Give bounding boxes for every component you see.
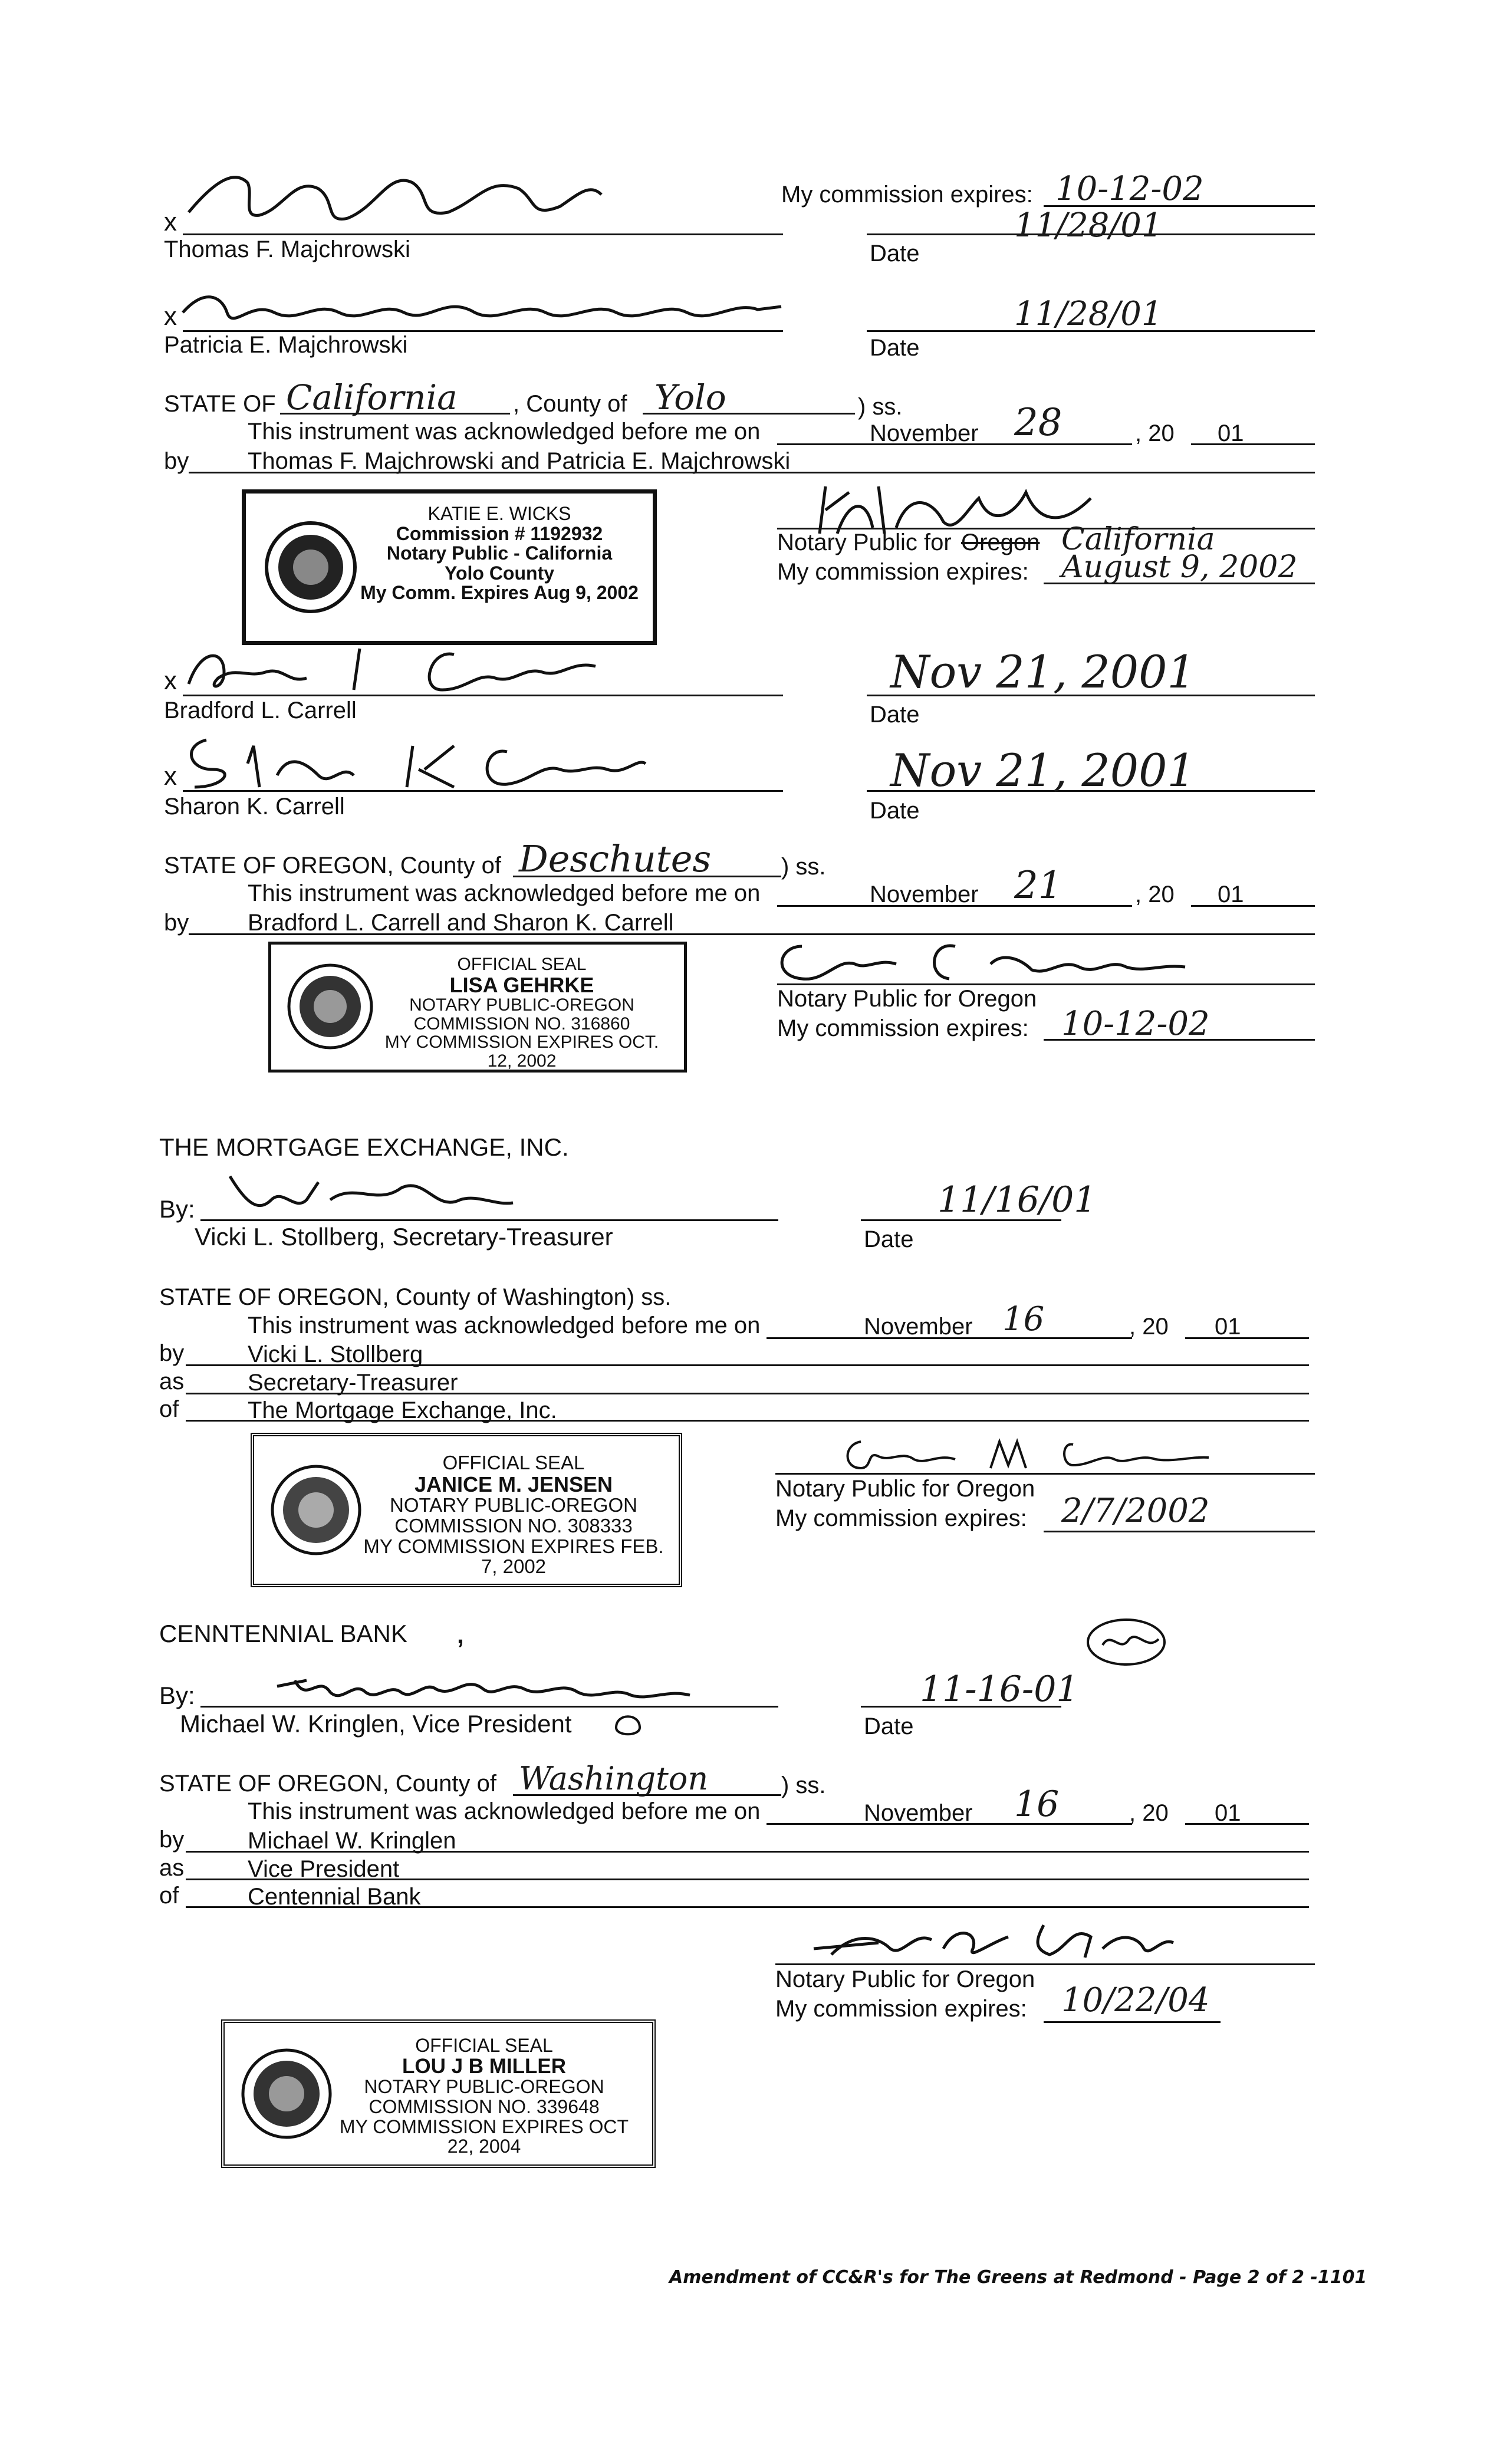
notary-exp-value: 10/22/04 bbox=[1061, 1981, 1210, 2019]
signature-line bbox=[183, 695, 783, 696]
county-value: Deschutes bbox=[519, 837, 712, 880]
by-label: by bbox=[164, 910, 189, 936]
of-label: of bbox=[159, 1883, 179, 1909]
company-name: THE MORTGAGE EXCHANGE, INC. bbox=[159, 1133, 569, 1161]
seal-line: MY COMMISSION EXPIRES FEB. 7, 2002 bbox=[363, 1535, 664, 1578]
state-prefix: STATE OF OREGON, County of bbox=[159, 1771, 496, 1797]
ack-year-line bbox=[1191, 905, 1315, 907]
notary-signature-miller bbox=[808, 1913, 1232, 1966]
patricia-signature bbox=[180, 289, 787, 336]
ss-label: ) ss. bbox=[858, 394, 903, 420]
notary-exp-label: My commission expires: bbox=[775, 1996, 1027, 2022]
county-line bbox=[643, 413, 855, 414]
by-value: Vicki L. Stollberg bbox=[248, 1341, 423, 1367]
county-value: Washington bbox=[519, 1760, 709, 1797]
by-value: Bradford L. Carrell and Sharon K. Carrell bbox=[248, 910, 674, 936]
signer-name: Thomas F. Majchrowski bbox=[164, 236, 410, 262]
ack-text: This instrument was acknowledged before me on bbox=[248, 419, 761, 445]
ack-year-line bbox=[1185, 1823, 1309, 1825]
ack-year: 01 bbox=[1218, 420, 1244, 446]
notary-exp-line bbox=[1044, 1531, 1315, 1532]
ack-year-line bbox=[1185, 1337, 1309, 1339]
ack-month: November bbox=[870, 420, 979, 446]
date-label: Date bbox=[864, 1226, 914, 1252]
notary-seal-gehrke bbox=[268, 942, 687, 1073]
as-label: as bbox=[159, 1368, 185, 1394]
notary-exp-line bbox=[1044, 2021, 1221, 2023]
date-label: Date bbox=[864, 1713, 914, 1739]
of-value: Centennial Bank bbox=[248, 1884, 421, 1910]
ack-day: 16 bbox=[1002, 1300, 1045, 1338]
signature-line bbox=[200, 1706, 778, 1708]
signer-name: Michael W. Kringlen, Vice President bbox=[180, 1710, 572, 1738]
date-label: Date bbox=[870, 798, 920, 824]
notary-exp-line bbox=[1044, 1039, 1315, 1041]
state-seal-emblem bbox=[269, 1463, 363, 1557]
signature-line bbox=[200, 1219, 778, 1221]
state-line bbox=[280, 413, 510, 414]
date-label: Date bbox=[870, 241, 920, 267]
by-label: By: bbox=[159, 1682, 195, 1709]
by-value: Michael W. Kringlen bbox=[248, 1828, 456, 1854]
ack-year-line bbox=[1191, 443, 1315, 445]
as-label: as bbox=[159, 1855, 185, 1881]
seal-line: NOTARY PUBLIC-OREGON bbox=[409, 995, 634, 1015]
notary-for-value: California bbox=[1061, 522, 1215, 557]
county-label: , County of bbox=[513, 391, 627, 417]
date-value: Nov 21, 2001 bbox=[890, 744, 1196, 797]
ack-year-prefix: , 20 bbox=[1129, 1800, 1169, 1826]
signer-x-mark: x bbox=[164, 208, 177, 236]
seal-line: LOU J B MILLER bbox=[402, 2054, 567, 2078]
ack-day: 21 bbox=[1014, 864, 1062, 907]
state-prefix: STATE OF bbox=[164, 391, 276, 417]
page-footer: Amendment of CC&R's for The Greens at Redmond - Page 2 of 2 -1101 bbox=[669, 2267, 1367, 2288]
kringlen-signature bbox=[271, 1663, 696, 1710]
notary-exp-value: August 9, 2002 bbox=[1061, 550, 1298, 585]
seal-line: COMMISSION NO. 316860 bbox=[413, 1014, 630, 1034]
by-label: by bbox=[159, 1340, 185, 1366]
ack-month: November bbox=[870, 881, 979, 907]
ack-month: November bbox=[864, 1800, 973, 1826]
notary-exp-value: 2/7/2002 bbox=[1061, 1492, 1210, 1530]
ack-year: 01 bbox=[1218, 881, 1244, 907]
notary-seal-wicks bbox=[242, 489, 657, 645]
as-value: Vice President bbox=[248, 1856, 400, 1882]
of-label: of bbox=[159, 1396, 179, 1422]
ack-text: This instrument was acknowledged before me on bbox=[248, 880, 761, 906]
ack-year-prefix: , 20 bbox=[1129, 1314, 1169, 1340]
notary-for-label: Notary Public for Oregon bbox=[775, 1476, 1035, 1502]
seal-line: KATIE E. WICKS bbox=[427, 503, 571, 524]
commission-expires-label: My commission expires: bbox=[781, 182, 1033, 208]
initials-mark bbox=[1085, 1616, 1173, 1669]
ss-label: ) ss. bbox=[781, 1772, 826, 1798]
ack-year-prefix: , 20 bbox=[1135, 420, 1175, 446]
seal-line: Commission # 1192932 bbox=[396, 522, 603, 544]
seal-line: My Comm. Expires Aug 9, 2002 bbox=[360, 582, 639, 604]
seal-line: Notary Public - California bbox=[386, 542, 613, 564]
state-seal-emblem bbox=[286, 962, 374, 1051]
signer-x-mark: x bbox=[164, 302, 177, 331]
notary-exp-label: My commission expires: bbox=[775, 1505, 1027, 1531]
seal-line: NOTARY PUBLIC-OREGON bbox=[390, 1494, 637, 1516]
notary-exp-line bbox=[1044, 583, 1315, 584]
signature-line bbox=[183, 790, 783, 792]
bradford-signature bbox=[183, 643, 607, 696]
seal-line: NOTARY PUBLIC-OREGON bbox=[364, 2076, 604, 2098]
date-value: 11/28/01 bbox=[1014, 206, 1163, 245]
county-line bbox=[513, 1794, 781, 1796]
signer-name: Sharon K. Carrell bbox=[164, 794, 345, 820]
date-label: Date bbox=[870, 335, 920, 361]
signer-x-mark: x bbox=[164, 762, 177, 791]
notary-for-label: Notary Public for bbox=[777, 529, 952, 555]
signer-name: Patricia E. Majchrowski bbox=[164, 332, 408, 358]
by-value: Thomas F. Majchrowski and Patricia E. Majchrowski bbox=[248, 448, 791, 474]
ack-text: This instrument was acknowledged before me on bbox=[248, 1312, 761, 1338]
signature-line bbox=[183, 233, 783, 235]
date-label: Date bbox=[870, 702, 920, 728]
ack-month: November bbox=[864, 1314, 973, 1340]
seal-line: COMMISSION NO. 308333 bbox=[394, 1515, 633, 1537]
notary-signature-line bbox=[775, 1473, 1315, 1475]
county-line bbox=[513, 876, 781, 877]
of-value: The Mortgage Exchange, Inc. bbox=[248, 1397, 557, 1423]
company-name: CENNTENNIAL BANK bbox=[159, 1620, 407, 1647]
seal-line: JANICE M. JENSEN bbox=[414, 1472, 613, 1496]
stollberg-signature bbox=[224, 1170, 519, 1223]
seal-line: OFFICIAL SEAL bbox=[442, 1452, 585, 1473]
seal-line: MY COMMISSION EXPIRES OCT 22, 2004 bbox=[339, 2116, 629, 2157]
state-prefix: STATE OF OREGON, County of bbox=[164, 853, 501, 879]
notary-for-struck: Oregon bbox=[961, 529, 1040, 555]
notary-signature-line bbox=[775, 1963, 1315, 1965]
notary-for-label: Notary Public for Oregon bbox=[775, 1966, 1035, 1992]
ack-day: 28 bbox=[1014, 401, 1062, 445]
by-label: by bbox=[159, 1827, 185, 1853]
notary-for-label: Notary Public for Oregon bbox=[777, 986, 1037, 1012]
seal-line: Yolo County bbox=[444, 562, 555, 584]
commission-expires-value: 10-12-02 bbox=[1055, 170, 1204, 208]
loop-mark bbox=[613, 1710, 643, 1739]
ack-year: 01 bbox=[1215, 1314, 1241, 1340]
as-value: Secretary-Treasurer bbox=[248, 1370, 458, 1396]
state-value: California bbox=[286, 377, 458, 417]
seal-line: MY COMMISSION EXPIRES OCT. 12, 2002 bbox=[384, 1032, 659, 1071]
notary-exp-label: My commission expires: bbox=[777, 559, 1029, 585]
seal-line: OFFICIAL SEAL bbox=[415, 2035, 553, 2056]
seal-line: COMMISSION NO. 339648 bbox=[369, 2095, 600, 2117]
seal-line: LISA GEHRKE bbox=[449, 972, 594, 997]
notary-seal-miller bbox=[221, 2019, 656, 2168]
thomas-signature bbox=[183, 159, 607, 236]
county-value: Yolo bbox=[654, 377, 726, 417]
ack-day: 16 bbox=[1014, 1784, 1060, 1825]
notary-exp-label: My commission expires: bbox=[777, 1015, 1029, 1041]
notary-signature-line bbox=[777, 983, 1315, 985]
signer-name: Vicki L. Stollberg, Secretary-Treasurer bbox=[195, 1223, 613, 1251]
state-seal-emblem bbox=[264, 520, 358, 614]
date-value: 11/16/01 bbox=[938, 1179, 1097, 1221]
by-label: by bbox=[164, 448, 189, 474]
seal-line: OFFICIAL SEAL bbox=[457, 955, 587, 974]
ack-text: This instrument was acknowledged before me on bbox=[248, 1798, 761, 1824]
date-value: Nov 21, 2001 bbox=[890, 646, 1196, 698]
sharon-signature bbox=[177, 728, 649, 793]
state-line: STATE OF OREGON, County of Washington) ss. bbox=[159, 1284, 672, 1310]
by-label: By: bbox=[159, 1195, 195, 1223]
notary-seal-jensen bbox=[251, 1433, 682, 1587]
state-seal-emblem bbox=[239, 2047, 334, 2141]
ss-label: ) ss. bbox=[781, 854, 826, 880]
date-value: 11-16-01 bbox=[920, 1669, 1079, 1710]
signer-x-mark: x bbox=[164, 666, 177, 695]
date-value: 11/28/01 bbox=[1014, 295, 1163, 333]
ack-year: 01 bbox=[1215, 1800, 1241, 1826]
ack-year-prefix: , 20 bbox=[1135, 881, 1175, 907]
notary-signature-gehrke bbox=[767, 935, 1191, 988]
notary-exp-value: 10-12-02 bbox=[1061, 1005, 1210, 1043]
company-mark: , bbox=[457, 1621, 464, 1649]
signer-name: Bradford L. Carrell bbox=[164, 698, 357, 723]
